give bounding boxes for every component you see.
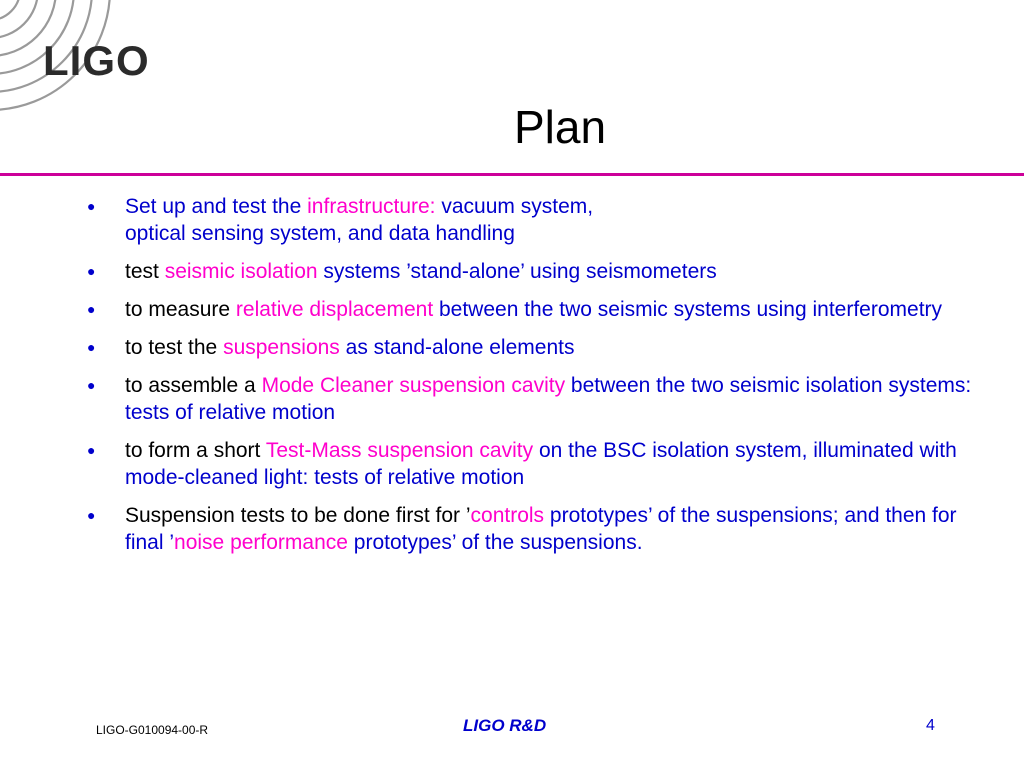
keyword: infrastructure: xyxy=(307,195,436,218)
bullet-item: ● to form a short Test-Mass suspension cavity on the BSC isolation system, illuminated with mode-cleaned light: tests of relative motion xyxy=(87,439,957,489)
bullet-dot-icon: ● xyxy=(87,263,96,279)
keyword: seismic isolation xyxy=(164,260,318,283)
bullet-item: ● to assemble a Mode Cleaner suspension cavity between the two seismic isolation systems: tests of relative motion xyxy=(87,374,972,424)
keyword: relative displacement xyxy=(235,298,434,321)
bullet-dot-icon: ● xyxy=(87,301,96,317)
keyword: suspensions xyxy=(223,336,340,359)
bullet-item: ● to test the suspensions as stand-alone elements xyxy=(87,336,575,359)
keyword: Mode Cleaner suspension cavity xyxy=(261,374,566,397)
bullet-item: ● test seismic isolation systems ’stand-alone’ using seismometers xyxy=(87,260,717,283)
keyword: Test-Mass suspension cavity xyxy=(265,439,534,462)
title-divider xyxy=(0,173,1024,176)
footer-document-id: LIGO-G010094-00-R xyxy=(96,723,209,737)
keyword: noise performance xyxy=(174,531,348,554)
footer-center-label: LIGO R&D xyxy=(463,716,547,735)
slide-title: Plan xyxy=(513,101,607,153)
bullet-list xyxy=(85,193,985,567)
bullet-dot-icon: ● xyxy=(87,339,96,355)
bullet-dot-icon: ● xyxy=(87,442,96,458)
bullet-dot-icon: ● xyxy=(87,377,96,393)
bullet-dot-icon: ● xyxy=(87,507,96,523)
page-number: 4 xyxy=(926,717,935,734)
bullet-item: ● Set up and test the infrastructure: vacuum system, optical sensing system, and data handling xyxy=(87,195,594,245)
keyword: controls xyxy=(470,504,545,527)
ligo-logo: LIGO xyxy=(43,37,150,84)
bullet-item: ● Suspension tests to be done first for ’controls prototypes’ of the suspensions; and then for final ’noise performance prototypes’ of the suspensions. xyxy=(87,504,957,554)
bullet-dot-icon: ● xyxy=(87,198,96,214)
bullet-item: ● to measure relative displacement between the two seismic systems using interferometry xyxy=(87,298,943,321)
